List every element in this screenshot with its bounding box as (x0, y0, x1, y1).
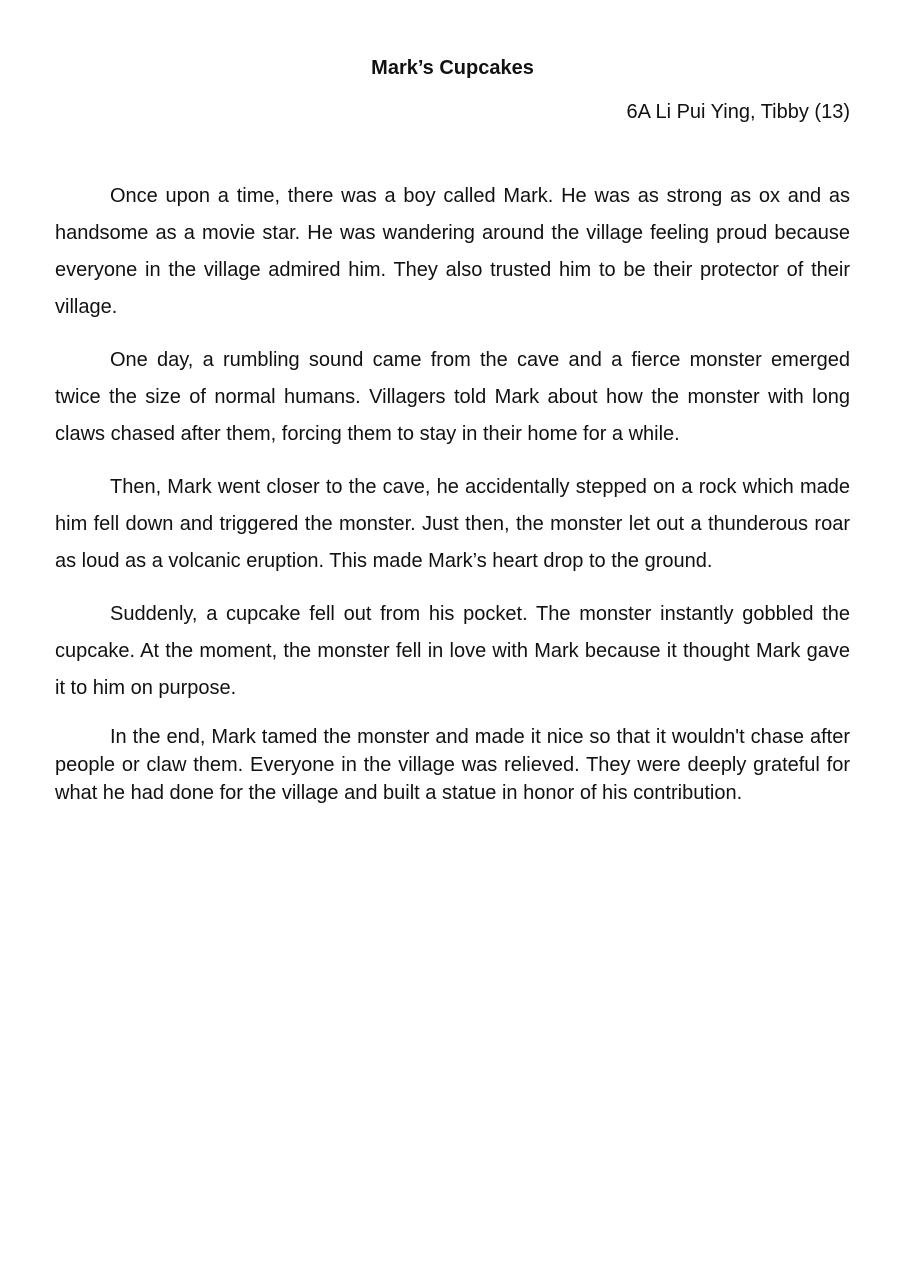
story-body (55, 178, 850, 823)
story-paragraph-3: Then, Mark went closer to the cave, he accidentally stepped on a rock which made him fell down and triggered the monster. Just then, the monster let out a thunderous roar as loud as a volcanic eruption. This made Mark’s heart drop to the ground. (55, 476, 850, 572)
story-paragraph-5: In the end, Mark tamed the monster and made it nice so that it wouldn't chase after people or claw them. Everyone in the village was relieved. They were deeply grateful for what he had done for the village and built a statue in honor of his contribution. (55, 726, 850, 804)
story-paragraph-4: Suddenly, a cupcake fell out from his pocket. The monster instantly gobbled the cupcake. At the moment, the monster fell in love with Mark because it thought Mark gave it to him on purpose. (55, 603, 850, 699)
author-line: 6A Li Pui Ying, Tibby (13) (626, 101, 850, 123)
story-paragraph-2: One day, a rumbling sound came from the cave and a fierce monster emerged twice the size of normal humans. Villagers told Mark about how the monster with long claws chased after them, forcing them to stay in their home for a while. (55, 349, 850, 445)
story-paragraph-1: Once upon a time, there was a boy called Mark. He was as strong as ox and as handsome as a movie star. He was wandering around the village feeling proud because everyone in the village admired him. They also trusted him to be their protector of their village. (55, 185, 850, 318)
story-title: Mark’s Cupcakes (371, 57, 534, 79)
